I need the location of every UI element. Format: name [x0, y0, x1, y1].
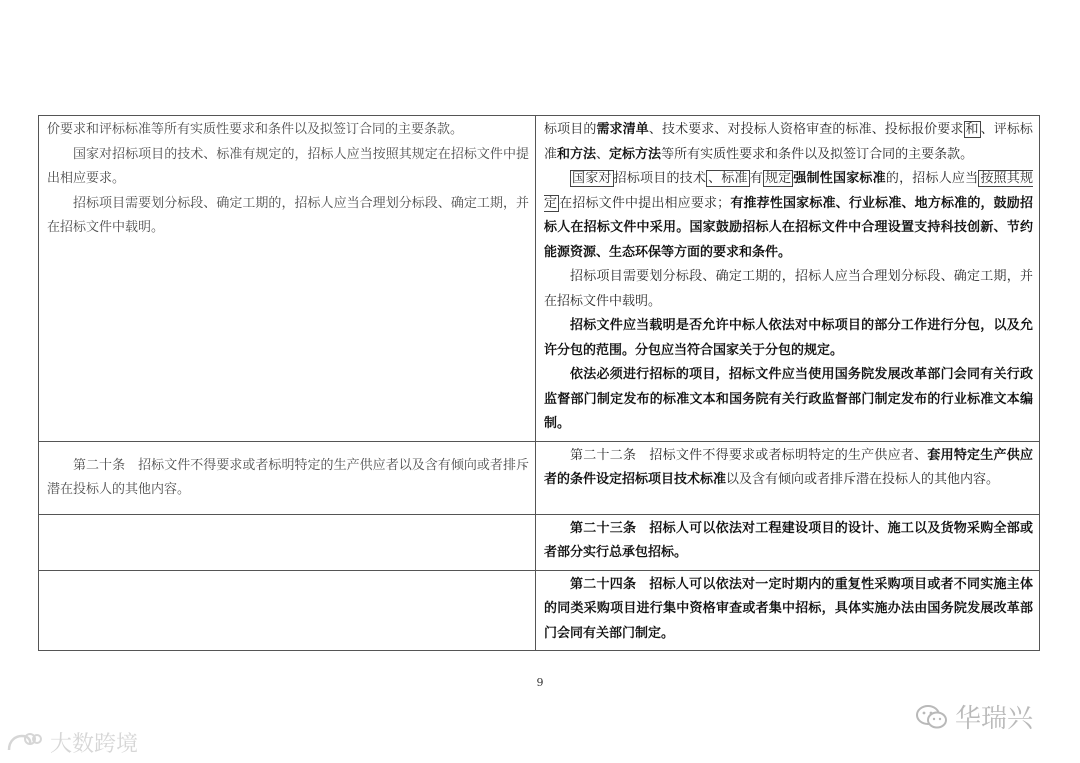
added-text: 定标方法	[609, 146, 662, 162]
table-row	[39, 514, 1040, 570]
deleted-text-box: 规定	[764, 171, 792, 186]
text-run: 、	[596, 146, 610, 162]
added-text: 有推荐性国家标准、行业标准、地方标准的，鼓励招标人在招标文件中采用。国家鼓励招标人在招标文件中合理设置支持科技创新、节约能源资源、生态环保等方面的要求和条件。	[544, 195, 1033, 260]
new-text-cell	[536, 514, 1040, 570]
table-row	[39, 570, 1040, 651]
old-paragraph: 第二十条 招标文件不得要求或者标明特定的生产供应者以及含有倾向或者排斥潜在投标人的其他内容。	[47, 457, 529, 497]
watermark-text: 大数跨境	[50, 732, 139, 757]
old-text-cell	[39, 116, 536, 442]
new-paragraph: 第二十三条 招标人可以依法对工程建设项目的设计、施工以及货物采购全部或者部分实行总承包招标。	[544, 520, 1033, 560]
deleted-text-box: 国家对	[572, 171, 612, 186]
old-paragraph: 国家对招标项目的技术、标准有规定的，招标人应当按照其规定在招标文件中提出相应要求。	[47, 146, 529, 186]
comparison-table	[38, 115, 1040, 651]
added-text: 套用特定生产供应者的条件设定招标项目技术标准	[544, 447, 1033, 487]
weibo-icon	[6, 730, 42, 756]
new-paragraph	[544, 167, 1033, 265]
new-paragraph	[544, 118, 1033, 167]
deleted-text-box: 按照其规定	[544, 171, 1033, 211]
text-run: 以及含有倾向或者排斥潜在投标人的其他内容。	[726, 472, 1000, 487]
new-paragraph	[544, 444, 1033, 493]
text-run: 第二十二条 招标文件不得要求或者标明特定的生产供应者、	[570, 447, 928, 463]
table-row	[39, 116, 1040, 442]
old-text-cell	[39, 514, 536, 570]
text-run: 等所有实质性要求和条件以及拟签订合同的主要条款。	[661, 146, 974, 162]
added-text: 需求清单	[596, 122, 649, 137]
watermark-right	[915, 698, 1033, 735]
deleted-text-box: 、标准	[708, 171, 748, 186]
added-text: 和方法	[557, 146, 597, 162]
text-run: 、评标标准	[544, 122, 1033, 162]
text-run: 招标项目的技术	[613, 171, 707, 186]
page-number: 9	[536, 676, 544, 689]
old-text-cell	[39, 570, 536, 651]
watermark-left	[6, 727, 138, 758]
deleted-text-box: 和	[965, 122, 979, 137]
new-paragraph: 依法必须进行招标的项目，招标文件应当使用国务院发展改革部门会同有关行政监督部门制定发布的标准文本和国务院有关行政监督部门制定发布的行业标准文本编制。	[544, 367, 1033, 431]
new-paragraph: 招标文件应当载明是否允许中标人依法对中标项目的部分工作进行分包，以及允许分包的范围。分包应当符合国家关于分包的规定。	[544, 318, 1033, 358]
old-paragraph: 招标项目需要划分标段、确定工期的，招标人应当合理划分标段、确定工期，并在招标文件中载明。	[47, 195, 529, 235]
table-row	[39, 441, 1040, 514]
added-text: 强制性国家标准	[793, 171, 886, 186]
text-run: 在招标文件中提出相应要求；	[559, 195, 731, 211]
text-run: 、技术要求、对投标人资格审查的标准、投标报价要求	[648, 122, 964, 137]
new-text-cell	[536, 570, 1040, 651]
wechat-icon	[915, 703, 949, 731]
watermark-text: 华瑞兴	[955, 704, 1034, 734]
new-paragraph: 第二十四条 招标人可以依法对一定时期内的重复性采购项目或者不同实施主体的同类采购项目进行集中资格审查或者集中招标，具体实施办法由国务院发展改革部门会同有关部门制定。	[544, 576, 1033, 641]
new-text-cell	[536, 116, 1040, 442]
text-run: 有	[749, 171, 763, 186]
old-text-cell	[39, 441, 536, 514]
text-run: 标项目的	[544, 122, 597, 137]
old-paragraph: 价要求和评标标准等所有实质性要求和条件以及拟签订合同的主要条款。	[47, 122, 464, 137]
new-paragraph: 招标项目需要划分标段、确定工期的，招标人应当合理划分标段、确定工期，并在招标文件中载明。	[544, 269, 1033, 309]
text-run: 的，招标人应当	[885, 171, 979, 186]
new-text-cell	[536, 441, 1040, 514]
